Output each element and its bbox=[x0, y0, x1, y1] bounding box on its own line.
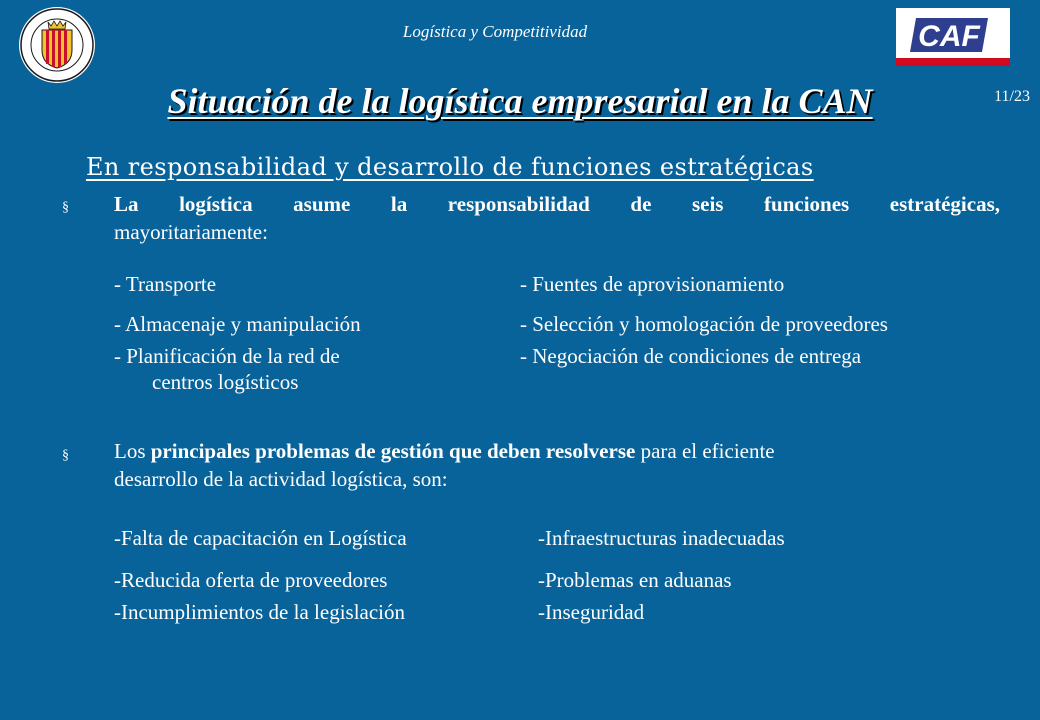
section2-intro-bold: principales problemas de gestión que deben resolverse bbox=[150, 439, 636, 463]
section2-intro-pre: Los bbox=[114, 439, 151, 463]
section-subtitle bbox=[86, 153, 814, 181]
slide-number: 11/23 bbox=[994, 88, 1030, 105]
function-item: - Planificación de la red de bbox=[114, 344, 340, 368]
slide-title bbox=[0, 80, 1040, 122]
header-title: Logística y Competitividad bbox=[402, 22, 588, 41]
function-item: - Selección y homologación de proveedores bbox=[520, 312, 888, 336]
problem-item: -Inseguridad bbox=[538, 600, 645, 624]
section2-intro-post: para el eficiente bbox=[635, 439, 775, 463]
section2-intro-line2: desarrollo de la actividad logística, son: bbox=[114, 467, 448, 491]
section-subtitle-text: En responsabilidad y desarrollo de funciones estratégicas bbox=[86, 153, 814, 181]
problem-item: -Problemas en aduanas bbox=[538, 568, 732, 592]
function-item-continuation: centros logísticos bbox=[152, 370, 299, 394]
caf-logo-band bbox=[896, 58, 1010, 66]
section2-intro bbox=[114, 437, 775, 465]
problem-item: -Infraestructuras inadecuadas bbox=[538, 526, 785, 550]
problem-item: -Incumplimientos de la legislación bbox=[114, 600, 406, 624]
problem-item: -Falta de capacitación en Logística bbox=[114, 526, 407, 550]
bullet-icon: § bbox=[62, 448, 69, 463]
caf-logo-text: CAF bbox=[918, 20, 980, 53]
university-logo bbox=[18, 6, 96, 84]
bullet-icon: § bbox=[62, 200, 69, 215]
section1-intro-bold: La logística asume la responsabilidad de seis funciones estratégicas, bbox=[114, 192, 1000, 216]
section1-intro-rest: mayoritariamente: bbox=[114, 220, 268, 244]
slide-title-text: Situación de la logística empresarial en la CAN bbox=[167, 81, 873, 121]
function-item: - Negociación de condiciones de entrega bbox=[520, 344, 862, 368]
problem-item: -Reducida oferta de proveedores bbox=[114, 568, 388, 592]
function-item: - Almacenaje y manipulación bbox=[114, 312, 361, 336]
function-item: - Fuentes de aprovisionamiento bbox=[520, 272, 785, 296]
function-item: - Transporte bbox=[114, 272, 217, 296]
caf-logo bbox=[896, 8, 1010, 66]
